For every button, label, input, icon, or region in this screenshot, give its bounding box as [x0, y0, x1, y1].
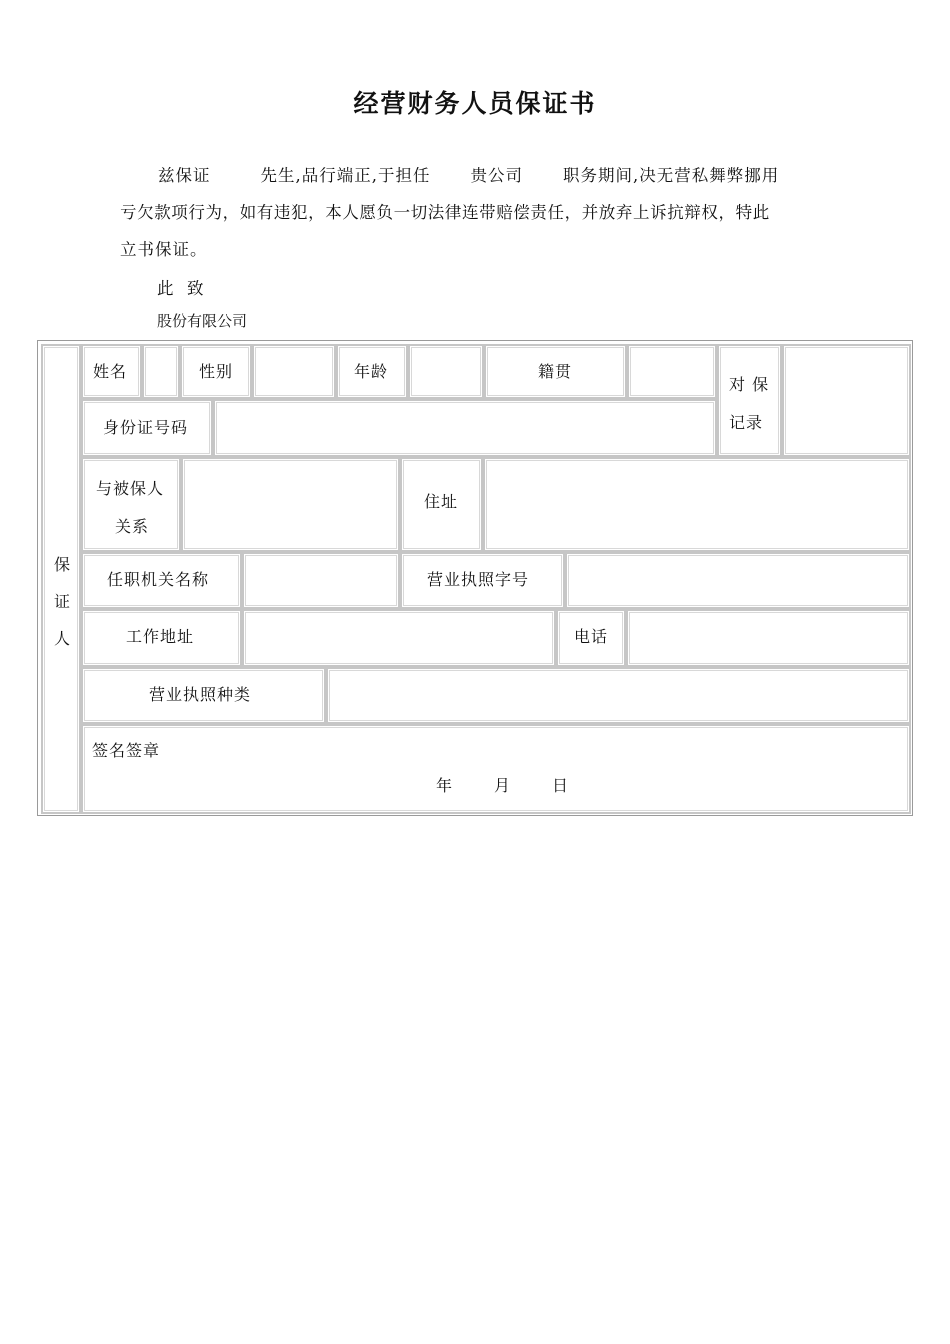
document-title: 经营财务人员保证书 [353, 89, 597, 118]
origin-label: 籍贯 [538, 362, 573, 381]
guarantee-record-field[interactable] [782, 344, 911, 457]
work-address-label: 工作地址 [126, 627, 195, 646]
name-label-cell [81, 344, 142, 399]
signature-cell[interactable] [81, 724, 911, 814]
guarantor-side-label [41, 344, 81, 814]
paragraph-line-1 [120, 157, 840, 194]
phone-field[interactable] [626, 609, 911, 667]
gender-label-cell [180, 344, 252, 399]
paragraph-seg-1: 兹保证 [158, 166, 211, 185]
paragraph-line-2: 亏欠款项行为，如有违犯，本人愿负一切法律连带赔偿责任，并放弃上诉抗辩权，特此 [120, 203, 770, 222]
license-no-field[interactable] [565, 552, 911, 609]
phone-label-cell [556, 609, 626, 667]
age-field[interactable] [408, 344, 484, 399]
license-no-label-cell [400, 552, 565, 609]
origin-field[interactable] [627, 344, 717, 399]
id-number-label-cell [81, 399, 213, 457]
age-label-cell [336, 344, 408, 399]
signature-label: 签名签章 [92, 741, 161, 760]
relation-label-1: 与被保人 [96, 479, 165, 498]
work-address-field[interactable] [242, 609, 556, 667]
name-field[interactable] [142, 344, 180, 399]
license-no-label: 营业执照字号 [427, 570, 530, 589]
address-label: 住址 [424, 492, 459, 511]
employer-label-cell [81, 552, 242, 609]
address-field[interactable] [483, 457, 911, 552]
id-number-field[interactable] [213, 399, 717, 457]
gender-field[interactable] [252, 344, 336, 399]
work-address-label-cell [81, 609, 242, 667]
phone-label: 电话 [574, 627, 609, 646]
paragraph-seg-3: 贵公司 [470, 166, 523, 185]
license-type-field[interactable] [326, 667, 911, 724]
date-year: 年 [436, 776, 454, 795]
side-label-char-1: 保 [54, 555, 72, 574]
gender-label: 性别 [199, 362, 234, 381]
license-type-label-cell [81, 667, 326, 724]
relation-label-2: 关系 [115, 517, 150, 536]
relation-field[interactable] [181, 457, 400, 552]
salutation: 此 致 [157, 279, 205, 298]
date-month: 月 [494, 776, 512, 795]
employer-label: 任职机关名称 [107, 570, 210, 589]
origin-label-cell [484, 344, 627, 399]
paragraph-seg-4: 职务期间,决无营私舞弊挪用 [563, 166, 780, 185]
id-number-label: 身份证号码 [103, 418, 189, 437]
paragraph-line-3: 立书保证。 [120, 240, 208, 259]
guarantee-record-label-cell [717, 344, 782, 457]
date-day: 日 [552, 776, 570, 795]
guarantee-record-label-2: 记录 [729, 413, 764, 432]
age-label: 年龄 [354, 362, 389, 381]
addressee: 股份有限公司 [157, 312, 248, 330]
guarantor-form [37, 340, 913, 816]
guarantee-paragraph [120, 157, 840, 268]
relation-label-cell [81, 457, 181, 552]
name-label: 姓名 [93, 362, 128, 381]
side-label-char-3: 人 [54, 629, 72, 648]
side-label-char-2: 证 [54, 592, 72, 611]
paragraph-seg-2: 先生,品行端正,于担任 [260, 166, 431, 185]
employer-field[interactable] [242, 552, 400, 609]
license-type-label: 营业执照种类 [149, 685, 252, 704]
guarantee-record-label-1: 对 保 [729, 375, 770, 394]
address-label-cell [400, 457, 483, 552]
